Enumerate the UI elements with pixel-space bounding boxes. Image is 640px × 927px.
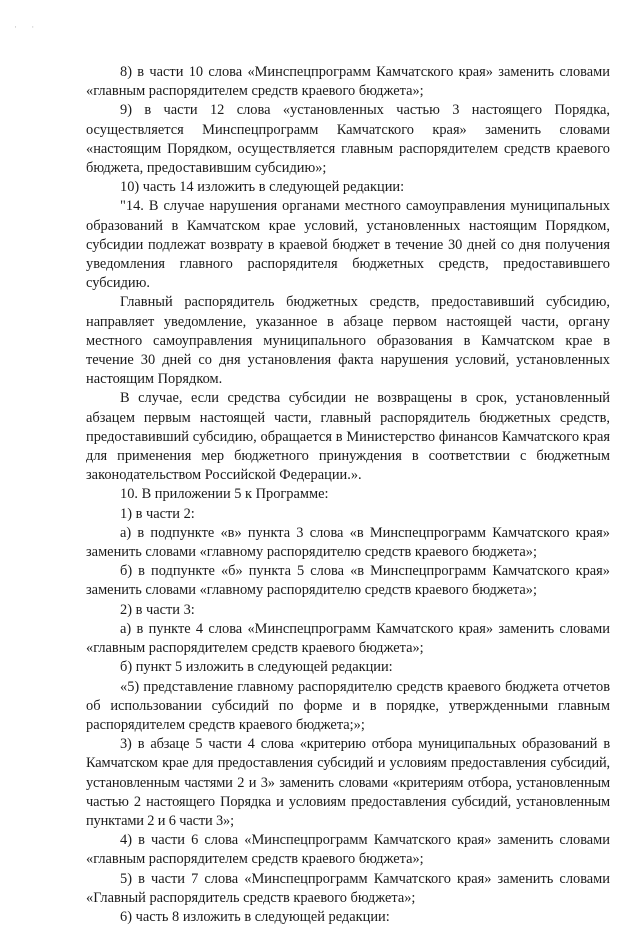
paragraph: 3) в абзаце 5 части 4 слова «критерию отбора муниципальных образований в Камчатском крае для предоставления субсидий и условиям предоставления субсидий, установленным частями 2 и 3» заменить словами «критериям отбора, установленным частью 2 настоящего Порядка и условиям предоставления субсидий, установленным пунктами 2 и 6 части 3»; [86,736,610,829]
paragraph: В случае, если средства субсидии не возвращены в срок, установленный абзацем первым настоящей части, главный распорядитель бюджетных средств, предоставивший субсидию, обращается в Министерство финансов Камчатского края для применения мер бюджетного принуждения в соответствии с бюджетным законодательством Российской Федерации.». [86,390,610,484]
paragraph: 10. В приложении 5 к Программе: [120,486,329,503]
paragraph: 2) в части 3: [120,601,195,618]
paragraph: 9) в части 12 слова «установленных частью 3 настоящего Порядка, осуществляется Минспецпрограмм Камчатского края» заменить словами «настоящим Порядком, осуществляется главным распорядителем средств краевого бюджета, предоставившим субсидию»; [86,102,610,177]
paragraph: 6) часть 8 изложить в следующей редакции: [120,908,390,925]
paragraph: 4) в части 6 слова «Минспецпрограмм Камчатского края» заменить словами «главным распорядителем средств краевого бюджета»; [86,832,610,868]
paragraph: 1) в части 2: [120,505,195,522]
paragraph: а) в пункте 4 слова «Минспецпрограмм Камчатского края» заменить словами «главным распорядителем средств краевого бюджета»; [86,620,610,657]
paragraph: 8) в части 10 слова «Минспецпрограмм Камчатского края» заменить словами «главным распорядителем средств краевого бюджета»; [86,64,610,100]
paragraph: "14. В случае нарушения органами местного самоуправления муниципальных образований в Камчатском крае условий, установленных настоящим Порядком, субсидии подлежат возврату в краевой бюджет в течение 30 дней со дня получения уведомления главного распорядителя бюджетных средств, предоставившего субсидию. [86,198,610,292]
paragraph: Главный распорядитель бюджетных средств, предоставивший субсидию, направляет уведомление, указанное в абзаце первом настоящей части, органу местного самоуправления муниципального образования в Камчатском крае в течение 30 дней со дня установления факта нарушения условий, установленных настоящим Порядком. [86,294,610,388]
document-body [86,63,610,927]
scan-mark: · · [14,22,41,32]
paragraph: 5) в части 7 слова «Минспецпрограмм Камчатского края» заменить словами «Главный распорядитель средств краевого бюджета»; [86,870,610,906]
paragraph: б) пункт 5 изложить в следующей редакции: [120,659,393,676]
paragraph: б) в подпункте «б» пункта 5 слова «в Минспецпрограмм Камчатского края» заменить словами «главному распорядителю средств краевого бюджета»; [86,563,610,599]
paragraph: 10) часть 14 изложить в следующей редакции: [120,179,405,196]
paragraph: а) в подпункте «в» пункта 3 слова «в Минспецпрограмм Камчатского края» заменить словами «главному распорядителю средств краевого бюджета»; [86,524,610,561]
paragraph: «5) представление главному распорядителю средств краевого бюджета отчетов об использовании субсидий по форме и в порядке, утвержденными главным распорядителем средств краевого бюджета;»; [86,678,610,733]
